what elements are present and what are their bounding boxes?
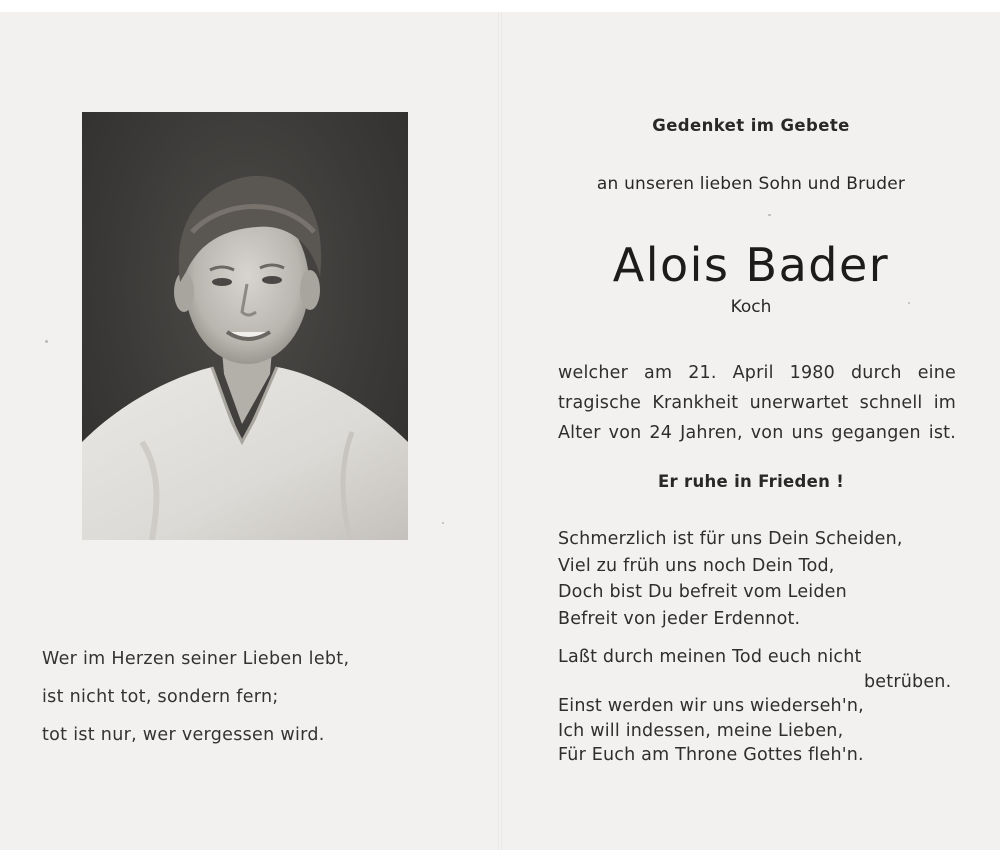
portrait-illustration: [82, 112, 408, 540]
verse-line: Einst werden wir uns wiederseh'n,: [558, 696, 864, 716]
occupation: Koch: [730, 297, 772, 317]
portrait-photo: [82, 112, 408, 540]
memorial-card: [0, 12, 1000, 850]
verse-line: Viel zu früh uns noch Dein Tod,: [558, 555, 835, 576]
announcement: [558, 358, 956, 448]
paper-speck: [768, 214, 771, 216]
verse-line: betrüben.: [864, 671, 952, 692]
left-panel: [0, 12, 498, 850]
verse-line: Laßt durch meinen Tod euch nicht: [558, 647, 862, 667]
motto-line: tot ist nur, wer vergessen wird.: [42, 725, 325, 745]
verse-line: Schmerzlich ist für uns Dein Scheiden,: [558, 529, 903, 549]
paper-speck: [908, 302, 910, 304]
announcement-line: tragische Krankheit unerwartet schnell im: [558, 393, 956, 413]
paper-speck: [45, 340, 48, 343]
verse-line: Doch bist Du befreit vom Leiden: [558, 582, 847, 602]
right-panel: [502, 12, 1000, 850]
announcement-line: Alter von 24 Jahren, von uns gegangen ist.: [558, 423, 956, 443]
paper-speck: [442, 522, 444, 524]
verse-line: Ich will indessen, meine Lieben,: [558, 720, 844, 741]
intro-text: an unseren lieben Sohn und Bruder: [596, 174, 906, 194]
motto-line: Wer im Herzen seiner Lieben lebt,: [42, 649, 350, 669]
motto-line: ist nicht tot, sondern fern;: [42, 687, 279, 707]
rest-in-peace: Er ruhe in Frieden !: [657, 472, 845, 491]
verse-one: [558, 526, 956, 632]
heading: Gedenket im Gebete: [652, 116, 850, 135]
announcement-line: welcher am 21. April 1980 durch eine: [558, 363, 956, 383]
memorial-motto: [42, 640, 482, 754]
verse-line: Für Euch am Throne Gottes fleh'n.: [558, 745, 864, 765]
verse-two: [558, 645, 956, 768]
verse-line: Befreit von jeder Erdennot.: [558, 608, 801, 629]
deceased-name: Alois Bader: [612, 238, 890, 292]
